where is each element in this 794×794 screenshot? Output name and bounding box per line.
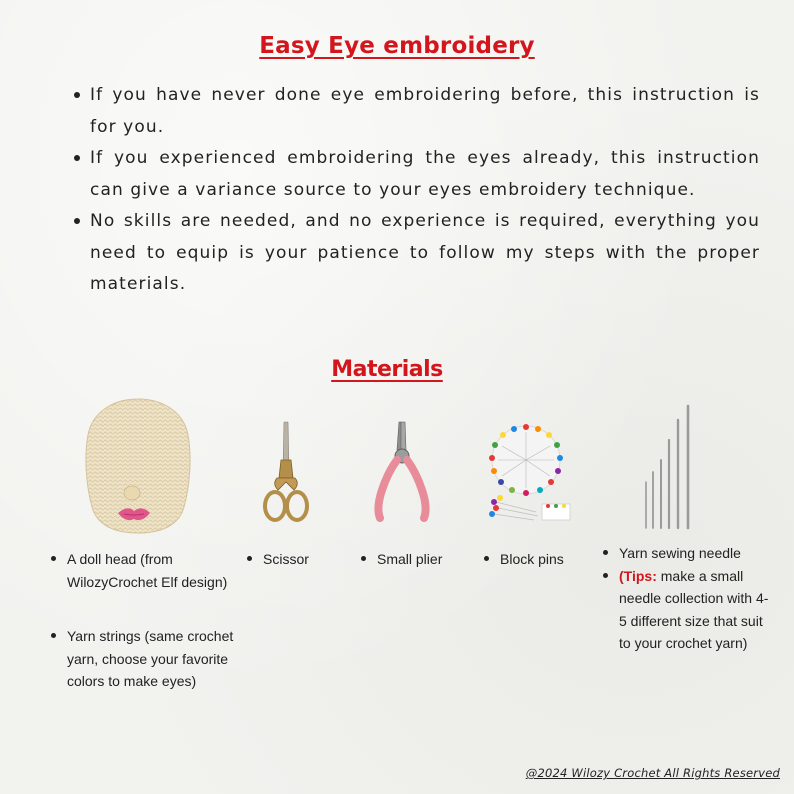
material-item: Small plier xyxy=(360,548,470,571)
scissor-caption xyxy=(246,548,346,571)
page-title: Easy Eye embroidery xyxy=(259,33,535,59)
tips-item xyxy=(602,565,770,655)
material-item: A doll head (from WilozyCrochet Elf design) xyxy=(50,548,250,593)
pins-caption xyxy=(483,548,583,571)
sewing-needles-image xyxy=(636,402,696,532)
intro-item: No skills are needed, and no experience is required, everything you need to equip is your patience to follow my steps with the proper materials. xyxy=(70,206,760,301)
doll-head-image xyxy=(84,395,192,537)
plier-caption xyxy=(360,548,470,571)
plier-image xyxy=(370,420,436,522)
intro-list xyxy=(70,80,760,301)
block-pins-image xyxy=(476,418,578,526)
copyright-footer: @2024 Wilozy Crochet All Rights Reserved xyxy=(525,766,780,780)
yarn-strings-caption xyxy=(50,625,250,693)
doll-head-caption xyxy=(50,548,250,593)
material-item: Block pins xyxy=(483,548,583,571)
intro-item: If you have never done eye embroidering before, this instruction is for you. xyxy=(70,80,760,143)
intro-item: If you experienced embroidering the eyes already, this instruction can give a variance source to your eyes embroidery technique. xyxy=(70,143,760,206)
scissor-image xyxy=(262,420,310,524)
tips-text: make a small needle collection with 4-5 different size that suit to your crochet yarn) xyxy=(619,567,769,651)
materials-heading: Materials xyxy=(331,357,443,382)
needle-caption xyxy=(602,542,770,655)
tips-label: (Tips: xyxy=(619,567,657,584)
material-item: Scissor xyxy=(246,548,346,571)
material-item: Yarn sewing needle xyxy=(602,542,770,565)
material-item: Yarn strings (same crochet yarn, choose your favorite colors to make eyes) xyxy=(50,625,250,693)
